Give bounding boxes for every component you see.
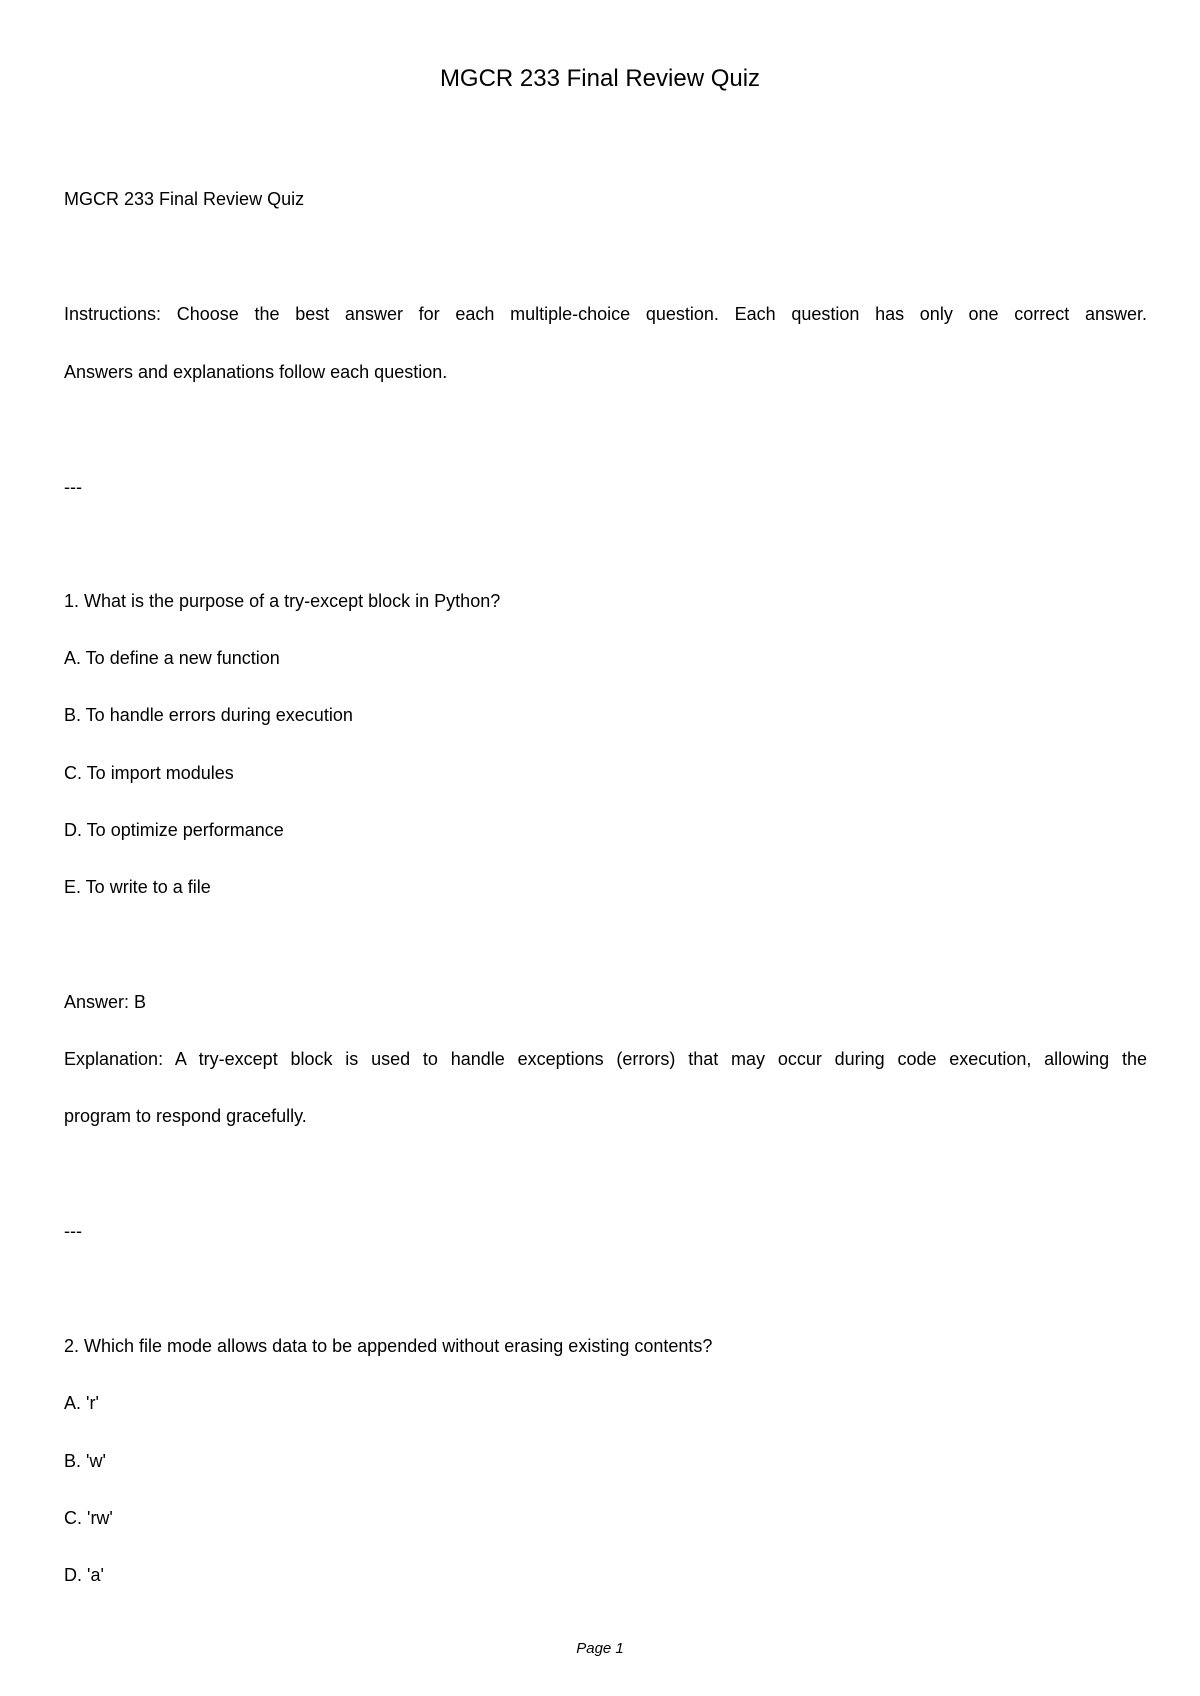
page-number: Page 1 xyxy=(576,1640,624,1657)
instructions-line-2: Answers and explanations follow each question. xyxy=(64,362,448,382)
question-1-text: 1. What is the purpose of a try-except block in Python? xyxy=(64,591,501,611)
question-1-option-a: A. To define a new function xyxy=(64,648,280,668)
instructions-line-1: Instructions: Choose the best answer for each multiple-choice question. Each question has only one correct answer. xyxy=(64,304,1147,324)
question-2-option-d: D. 'a' xyxy=(64,1565,104,1585)
question-1-option-d: D. To optimize performance xyxy=(64,820,284,840)
question-2-option-c: C. 'rw' xyxy=(64,1508,113,1528)
question-2-option-a: A. 'r' xyxy=(64,1393,99,1413)
question-2-option-b: B. 'w' xyxy=(64,1451,106,1471)
question-1-option-b: B. To handle errors during execution xyxy=(64,705,353,725)
question-1-explanation-line-2: program to respond gracefully. xyxy=(64,1106,307,1126)
separator: --- xyxy=(64,477,82,497)
question-1-option-e: E. To write to a file xyxy=(64,877,211,897)
question-2-text: 2. Which file mode allows data to be appended without erasing existing contents? xyxy=(64,1336,713,1356)
question-1-answer: Answer: B xyxy=(64,992,147,1012)
separator: --- xyxy=(64,1221,82,1241)
question-1-explanation-line-1: Explanation: A try-except block is used to handle exceptions (errors) that may occur during code execution, allowing the xyxy=(64,1049,1147,1069)
document-subtitle: MGCR 233 Final Review Quiz xyxy=(64,189,305,209)
page-title: MGCR 233 Final Review Quiz xyxy=(439,65,761,92)
question-1-option-c: C. To import modules xyxy=(64,763,234,783)
